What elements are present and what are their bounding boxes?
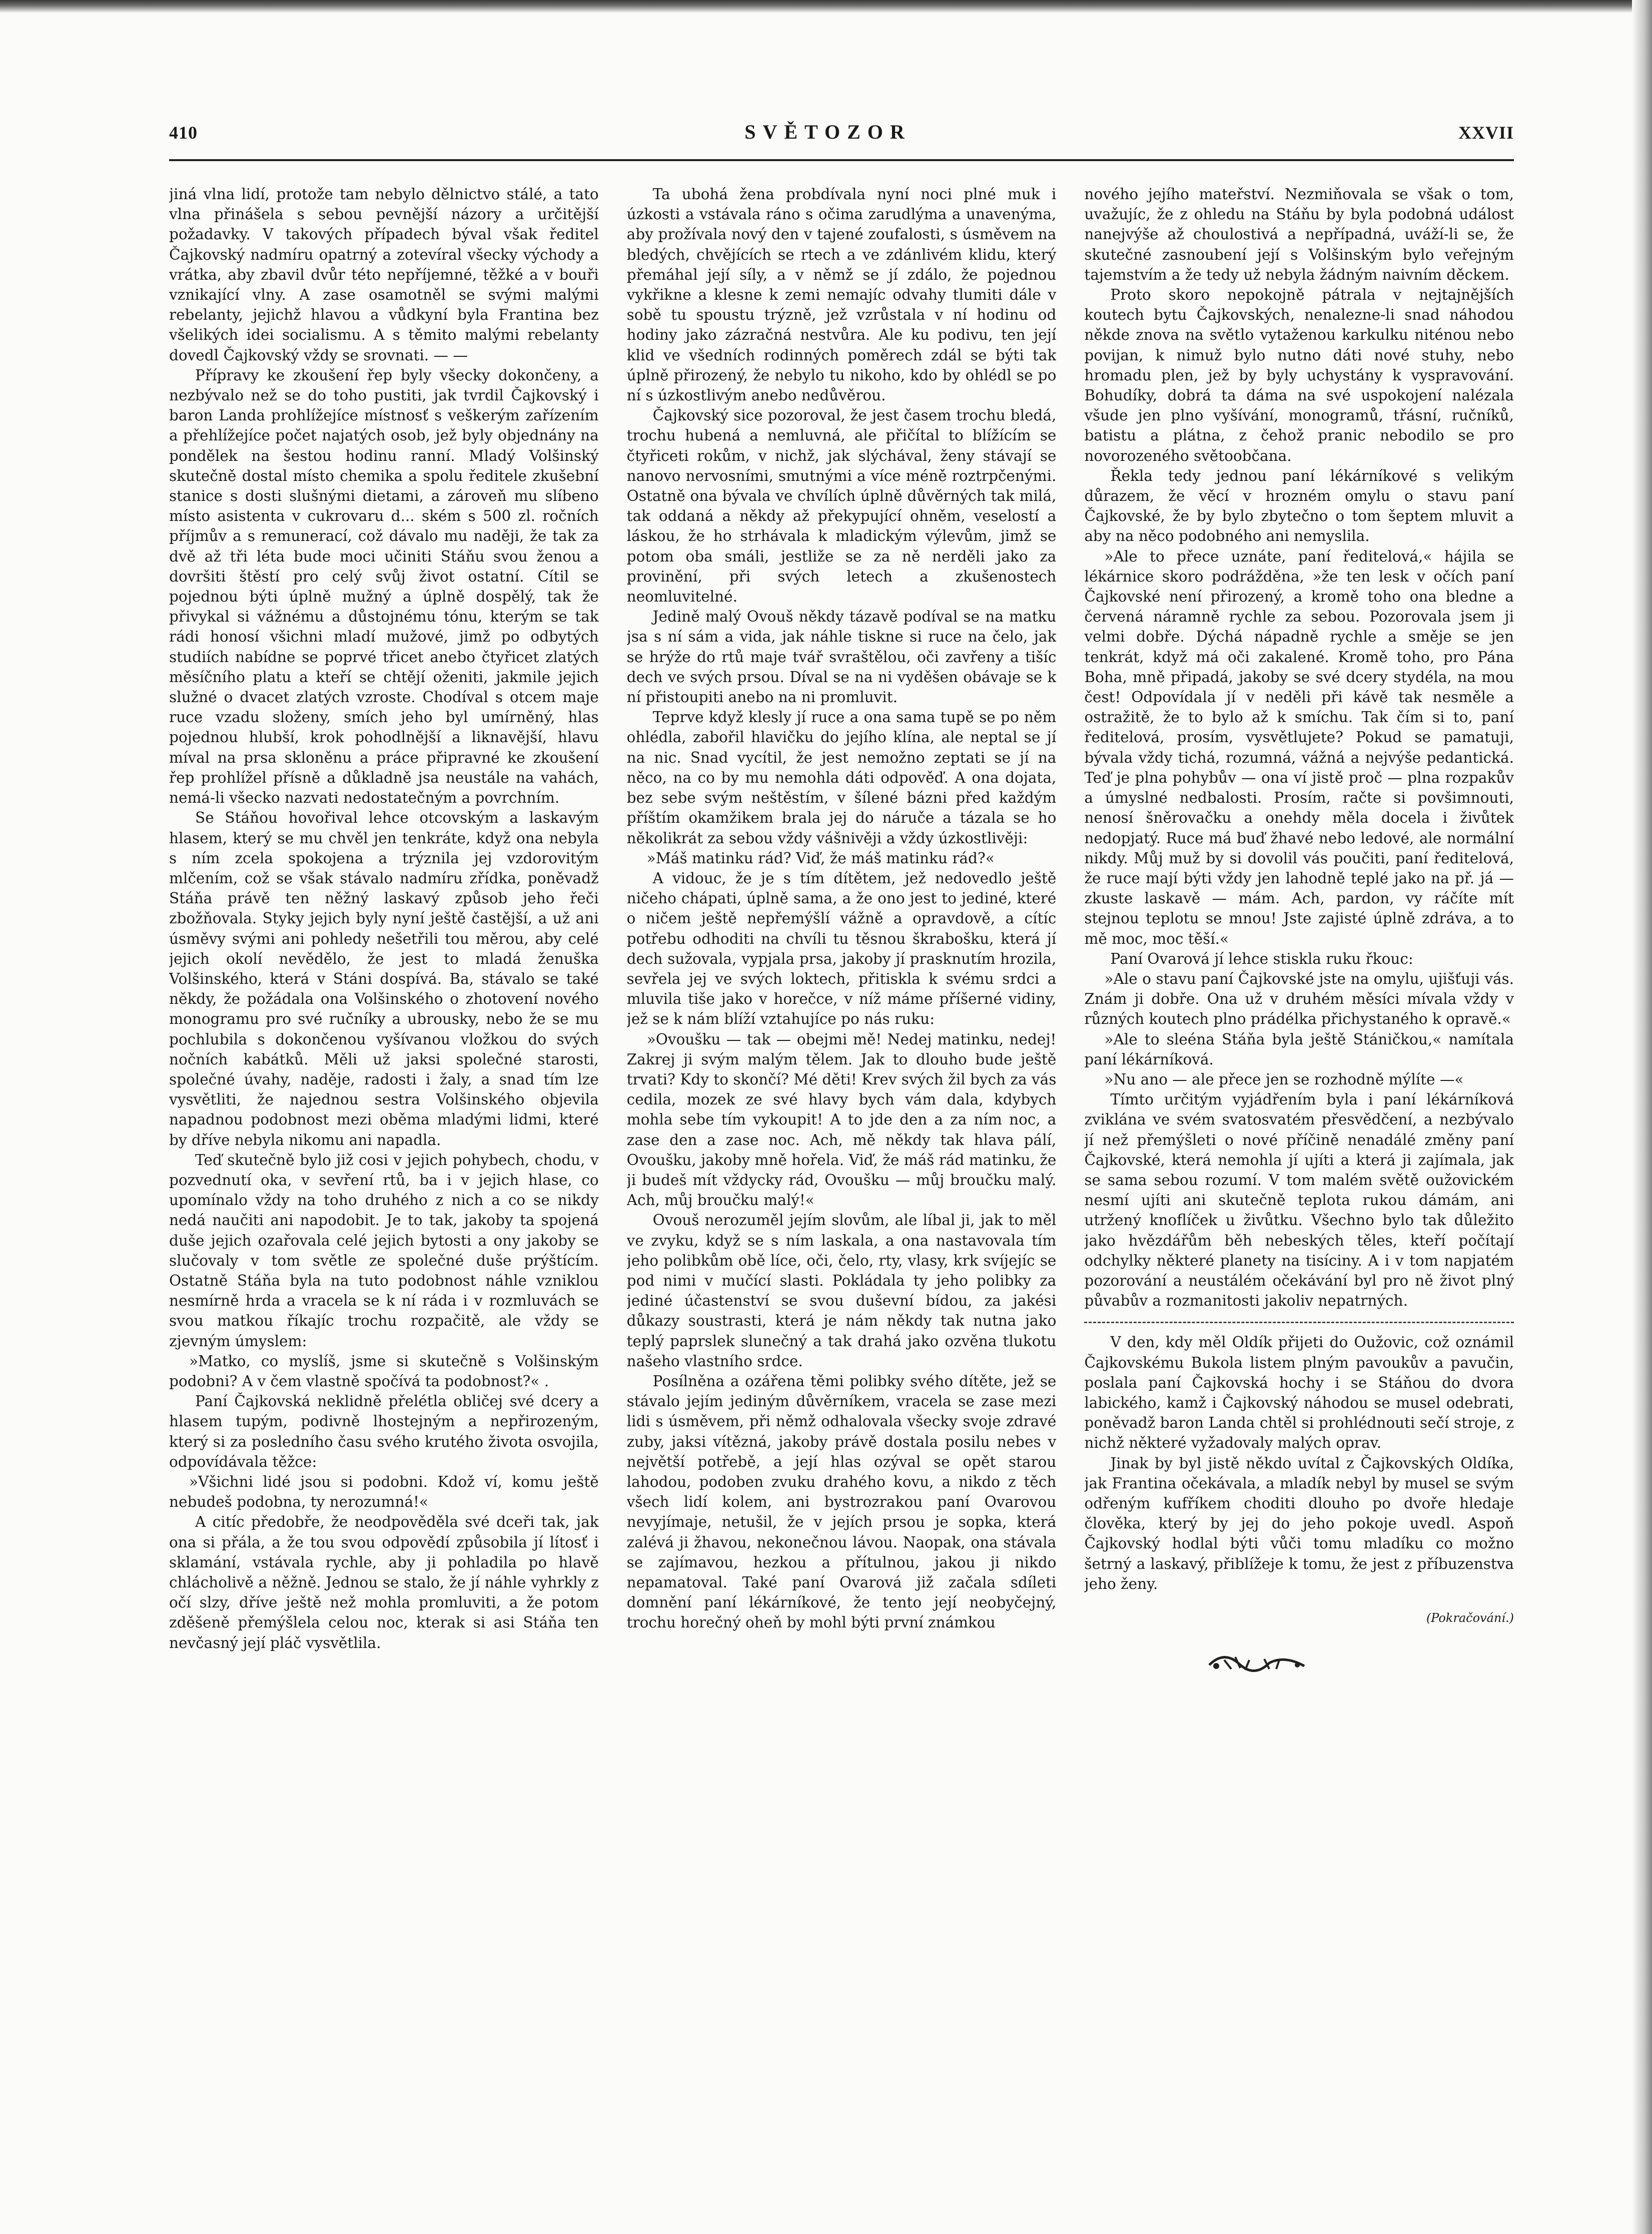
paragraph: Čajkovský sice pozoroval, že jest časem trochu bledá, trochu hubená a nemluvná, ale přičítal to blížícím se čtyřiceti rokům, v nichž, jak slýchával, ženy stávají se nanovo nervosními, smutnými a více méně roztrpčenými. Ostatně ona bývala ve chvílích úplně důvěrných tak milá, tak oddaná a někdy až překypující ohněm, veselostí a láskou, že ho strhávala k mladickým výlevům, jimž se potom oba smáli, jestliže se za ně nerděli jako za provinění, při svých letech a zkušenostech neomluvitelné. xyxy=(626,407,1057,606)
dialogue-paragraph: »Všichni lidé jsou si podobni. Kdož ví, komu ještě nebudeš podobna, ty nerozumná!« xyxy=(169,1473,599,1511)
scan-edge-right xyxy=(1632,0,1652,2234)
journal-title: SVĚTOZOR xyxy=(744,121,912,143)
article-columns xyxy=(169,184,1514,2056)
dialogue-paragraph: »Matko, co myslíš, jsme si skutečně s Volšinským podobni? A v čem vlastně spočívá ta podobnost?« . xyxy=(169,1352,599,1390)
dialogue-paragraph: »Ale to přece uznáte, paní ředitelová,« hájila se lékárnice skoro podrážděna, »že ten lesk v očích paní Čajkovské není přirozený, a kromě toho ona bledne a červená náramně rychle za sebou. Pozorovala jsem ji velmi dobře. Dýchá nápadně rychle a směje se jen tenkrát, když má oči zakalené. Kromě toho, pro Pána Boha, mně připadá, jakoby se své dcery stydéla, na mou čest! Odpovídala jí v neděli při kávě tak nesměle a ostražitě, že to bylo až k smíchu. Tak čím si to, paní ředitelová, prosím, vysvětlujete? Pokud se pamatuji, bývala vždy tichá, rozumná, vážná a nejvýše pedantická. Teď je plna pohybův — ona ví jistě proč — plna rozpakův a úmyslné nedbalosti. Prosím, račte si povšimnouti, nenosí šněrovačku a onehdy měla docela i živůtek nedopjatý. Ruce má buď žhavé nebo ledové, ale normální nikdy. Můj muž by si dovolil vás poučiti, paní ředitelová, že ruce mají býti vždy jen lahodně teplé jako na př. já — zkuste laskavě — mám. Ach, pardon, vy ráčíte mít stejnou teplotu se mnou! Jste zajisté úplně zdráva, a to mě moc, moc těší.« xyxy=(1084,547,1514,947)
paragraph: A citíc předobře, že neodpověděla své dceři tak, jak ona si přála, a že tou svou odpovědí způsobila jí lítosť i sklamání, vstávala rychle, aby ji pohladila po hlavě chlácholivě a něžně. Jednou se stalo, že jí náhle vyhrkly z očí slzy, dříve ještě než mohla promluviti, a že potom zděšeně přemýšlela celou noc, kterak si asi Stáňa ten nevčasný její pláč vysvětlila. xyxy=(169,1513,599,1651)
paragraph: Paní Čajkovská neklidně přelétla obličej své dcery a hlasem tupým, podivně lhostejným a nepřirozeným, který si za posledního času svého krutého života osvojila, odpovídávala těžce: xyxy=(169,1393,599,1470)
column-right-body xyxy=(1084,184,1514,1594)
paragraph: Řekla tedy jednou paní lékárníkové s velikým důrazem, že věcí v hrozném omylu o stavu paní Čajkovské, že by bylo zbytečno o tom šeptem mluvit a aby na něco podobného ani nemyslila. xyxy=(1084,467,1514,545)
column-middle xyxy=(627,184,1057,2056)
paragraph: Paní Ovarová jí lehce stiskla ruku řkouc: xyxy=(1110,950,1413,967)
header-rule xyxy=(169,159,1514,161)
continued-note: (Pokračování.) xyxy=(1426,1611,1514,1625)
paragraph: V den, kdy měl Oldík přijeti do Oužovic, což oznámil Čajkovskému Bukola listem plným pavoukův a pavučin, poslala paní Čajkovská hochy i se Stáňou do dvora labického, kamž i Čajkovský náhodou se musel odebrati, poněvadž baron Landa chtěl si prohlédnouti sečí stroje, z nichž některé vyžadovaly malých oprav. xyxy=(1084,1334,1514,1452)
page-header xyxy=(169,120,1514,160)
paragraph: nového jejího mateřství. Nezmiňovala se však o tom, uvažujíc, že z ohledu na Stáňu by byla podobná událost nanejvýše až choulostivá a nepřípadná, uváží-li se, že skutečné zasnoubení její s Volšinským bylo veřejným tajemstvím a že tedy už nebyla žádným naivním děckem. xyxy=(1084,186,1514,283)
paragraph: Posílněna a ozářena těmi polibky svého dítěte, jež se stávalo jejím jediným důvěrníkem, vracela se zase mezi lidi s úsměvem, při němž odhalovala všecky svoje zdravé zuby, jaksi vítězná, jakoby právě dostala posilu nebes v největší potřebě, a její hlas ozýval se opět starou lahodou, podoben zvuku drahého kovu, a nikdo z těch všech lidí kolem, ani bystrozrakou paní Ovarovou nevyjímaje, netušil, že v jejích prsou je sopka, která zalévá ji žhavou, nekonečnou lávou. Naopak, ona stávala se zajímavou, hezkou a přítulnou, jakou ji nikdo nepamatoval. Také paní Ovarová již začala sdíleti domnění paní lékárníkové, že tento její neobyčejný, trochu horečný oheň by mohl býti první známkou xyxy=(626,1372,1057,1631)
fleuron-ornament-icon xyxy=(1204,1645,1309,1680)
section-divider xyxy=(1084,1322,1514,1323)
column-left xyxy=(169,184,599,2056)
dialogue-paragraph: »Ovoušku — tak — obejmi mě! Nedej matinku, nedej! Zakrej ji svým malým tělem. Jak to dlouho bude ještě trvati? Kdy to skončí? Mé děti! Krev svých žil bych za vás cedila, mozek ze své hlavy bych vám dala, kdybych mohla sebe tím vykoupit! A to jde den a za ním noc, a zase den a zase noc. Ach, mě někdy tak hlava pálí, Ovoušku, jakoby mně hořela. Viď, že máš rád matinku, že ji budeš mít vždycky rád, Ovoušku — můj broučku malý. Ach, můj broučku malý!« xyxy=(626,1030,1057,1209)
page-number: 410 xyxy=(169,123,198,143)
paragraph: Proto skoro nepokojně pátrala v nejtajnějších koutech bytu Čajkovských, nenalezne-li snad náhodou někde znova na světlo vytaženou karkulku niténou nebo povijan, k nimuž bylo nutno dáti nové stuhy, nebo hromadu plen, jež by byly uchystány k vyspravování. Bohudíky, dobrá ta dáma na své uspokojení nalézala všude jen plno vyšívání, monogramů, třásní, ručníků, batistu a plátna, z čehož pranic nebodilo se pro novorozeného světoobčana. xyxy=(1084,286,1514,464)
paragraph: Přípravy ke zkoušení řep byly všecky dokončeny, a nezbývalo než se do toho pustiti, jak tvrdil Čajkovský i baron Landa prohlížejíce místnosť s veškerým zařízením a přehlížejíce počet najatých osob, jež byly objednány na pondělek na šestou hodinu ranní. Mladý Volšinský skutečně dostal místo chemika a spolu ředitele zkušební stanice s dosti slušnými dietami, a zároveň mu slíbeno místo asistenta v cukrovaru d... ském s 500 zl. ročních příjmův a s remunerací, což dávalo mu naději, že tak za dvě až tři léta bude moci učiniti Stáňu svou ženou a dovršiti štěstí pro celý svůj život ostatní. Cítil se pojednou býti úplně mužný a úplně dospělý, tak že přivykal si vážnému a důstojnému tónu, kterým se tak rádi honosí všichni mladí mužové, jimž po odbytých studiích nabídne se poprvé třicet anebo čtyřicet zlatých měsíčního platu a kteří se chtějí oženiti, jakmile jejich služné o dvacet zlatých vzroste. Chodíval s otcem maje ruce vzadu složeny, smích jeho byl umírněný, hlas pojednou hlubší, krok pohodlnější a liknavější, hlavu míval na prsa skloněnu a práce připravné ke zkoušení řep prohlížel přísně a důkladně jsa neustále na vahách, nemá-li všecko nazvati nedostatečným a povrchním. xyxy=(169,366,599,807)
paragraph: Tímto určitým vyjádřením byla i paní lékárníková zviklána ve svém svatosvatém přesvědčení, a nezbývalo jí než přemýšleti o nové příčině nenadálé změny paní Čajkovské, která nemohla jí ujíti a která ji zajímala, jak se sama sebou rozumí. V tom malém světě oužovickém nesmí ujíti ani skutečně teplota rukou dámám, ani utržený knoflíček u živůtku. Všechno bylo tak důležito jako hvězdářům běh nebeských těles, kteří počítají odchylky některé planety na tisíciny. A i v tom napjatém pozorování a neustálém očekávání byl pro ně život plný půvabův a rozmanitosti jakoliv nepatrných. xyxy=(1084,1091,1514,1310)
paragraph: jiná vlna lidí, protože tam nebylo dělnictvo stálé, a tato vlna přinášela s sebou pevnější názory a určitější požadavky. V takových případech býval však ředitel Čajkovský nadmíru opatrný a zotevíral všecky východy a vrátka, aby zbavil dvůr této nepříjemné, těžké a v bouři vznikající vlny. A zase osamotněl se svými malými rebelanty, jejichž hlavou a vůdkyní byla Frantina bez všelikých idei socialismu. A s těmito malými rebelanty dovedl Čajkovský vždy se srovnati. — — xyxy=(169,186,599,364)
dialogue-paragraph: »Nu ano — ale přece jen se rozhodně mýlíte —« xyxy=(1104,1070,1464,1088)
column-right xyxy=(1084,184,1514,2056)
paragraph: Jinak by byl jistě někdo uvítal z Čajkovských Oldíka, jak Frantina očekávala, a mladík nebyl by musel se svým odřeným kufříkem choditi dlouho po dvoře hledaje člověka, který by jej do jeho pokoje uvedl. Aspoň Čajkovský hodlal býti vůči tomu mladíku co možno šetrný a laskavý, přiblížeje k tomu, že jest z příbuzenstva jeho ženy. xyxy=(1084,1454,1514,1592)
volume-number: XXVII xyxy=(1458,123,1514,143)
paragraph: Jedině malý Ovouš někdy tázavě podíval se na matku jsa s ní sám a vida, jak náhle tiskne si ruce na čelo, jak se hrýže do rtů maje tvář svraštělou, oči zavřeny a tišíc dech ve svých prsou. Díval se na ni vyděšen obávaje se k ní přistoupiti anebo na ni promluvit. xyxy=(626,608,1057,706)
paragraph: Ovouš nerozuměl jejím slovům, ale líbal ji, jak to měl ve zvyku, když se s ním laskala, a ona nastavovala tím jeho polibkům obě líce, oči, čelo, rty, vlasy, krk svíjejíc se pod nimi v mučící slasti. Pokládala ty jeho polibky za jediné účastenství se svou duševní bídou, za jakési důkazy soustrasti, která je nám někdy tak nutna jako teplý paprslek slunečný a tak drahá jako ozvěna tlukotu našeho vlastního srdce. xyxy=(626,1212,1057,1370)
dialogue-paragraph: »Ale o stavu paní Čajkovské jste na omylu, ujišťuji vás. Znám ji dobře. Ona už v druhém měsíci mívala vždy v různých koutech plno prádélka přichystaného k opravě.« xyxy=(1084,970,1514,1028)
paragraph: Teprve když klesly jí ruce a ona sama tupě se po něm ohlédla, zabořil hlavičku do jejího klína, ale neptal se jí na nic. Snad vycítil, že jest nemožno zeptati se jí na něco, na co by mu nemohla dáti odpověď. A ona dojata, bez sebe svým neštěstím, v šílené bázni před každým příštím okamžikem brala jej do náruče a tázala se ho několikrát za sebou vždy vášnivěji a vždy úzkostlivěji: xyxy=(626,709,1057,847)
paragraph: Se Stáňou hovořival lehce otcovským a laskavým hlasem, který se mu chvěl jen tenkráte, když ona nebyla s ním zcela spokojena a trýznila jej vzdorovitým mlčením, což se však stávalo nadmíru zřídka, poněvadž Stáňa právě ten něžný laskavý způsob jeho řeči zbožňovala. Styky jejich byly nyní ještě častější, a už ani úsměvy svými ani pohledy nešetřili tou měrou, aby celé jejich okolí nevědělo, že jest to mladá ženuška Volšinského, která v Stáni dospívá. Ba, stávalo se také někdy, že požádala ona Volšinského o zhotovení nového monogramu pro své ručníky a ubrousky, nebo že se mu pochlubila s dokončenou vyšívanou vložkou do svých nočních kabátků. Měli už jaksi společné starosti, společné úvahy, naděje, radosti i žaly, a snad tím lze vysvětliti, že najednou sestra Volšinského objevila napadnou podobnost mezi oběma mladými lidmi, které by dříve nebyla nikomu ani napadla. xyxy=(169,809,599,1149)
paragraph: Teď skutečně bylo již cosi v jejich pohybech, chodu, v pozvednutí oka, v sevření rtů, ba i v jejich hlase, co upomínalo vždy na toho druhého z nich a co se nikdy nedá naučiti ani napodobit. Je to tak, jakoby ta spojená duše jejich ozařovala celé jejich bytosti a ony jakoby se slučovaly v tom světle ze společné duše prýštícím. Ostatně Stáňa byla na tuto podobnost náhle vzniklou nesmírně hrda a vracela se k ní ráda i v rozmluvách se svou matkou říkajíc trochu rozpačitě, ale vždy se zjevným úmyslem: xyxy=(169,1151,599,1350)
dialogue-paragraph: »Ale to sleéna Stáňa byla ještě Stáničkou,« namítala paní lékárníková. xyxy=(1084,1030,1514,1068)
dialogue-paragraph: »Máš matinku rád? Viď, že máš matinku rád?« xyxy=(646,849,995,867)
paragraph: Ta ubohá žena probdívala nyní noci plné muk i úzkosti a vstávala ráno s očima zarudlýma a unavenýma, aby prožívala nový den v tajené zoufalosti, s úsměvem na bledých, chvějících se rtech a ve zdánlivém klidu, který přemáhal její síly, a v němž se jí zdálo, že pojednou vykřikne a klesne k zemi nemajíc odvahy tlumiti dále v sobě tu spoustu trýzně, jež vzrůstala v ní hodinu od hodiny jako zázračná nestvůra. Ale ku podivu, ten její klid ve všedních rodinných poměrech zdál se býti tak úplně přirozený, že nebylo tu nikoho, kdo by ohlédl se po ní s úzkostlivým anebo nedůvěrou. xyxy=(626,186,1057,404)
paragraph: A vidouc, že je s tím dítětem, jež nedovedlo ještě ničeho chápati, úplně sama, a že ono jest to jediné, které o ničem ještě nepřemýšlí vážně a opravdově, a cítíc potřebu odhoditi na chvíli tu těsnou škrabošku, která jí dech sužovala, vypjala prsa, jakoby jí prasknutím hrozila, sevřela jej ve svých loktech, přitiskla k svému srdci a mluvila tiše jako v horečce, v níž máme příšerné vidiny, jež se k nám blíží vztahujíce po nás ruku: xyxy=(626,869,1057,1028)
scan-edge-top xyxy=(0,0,1652,13)
